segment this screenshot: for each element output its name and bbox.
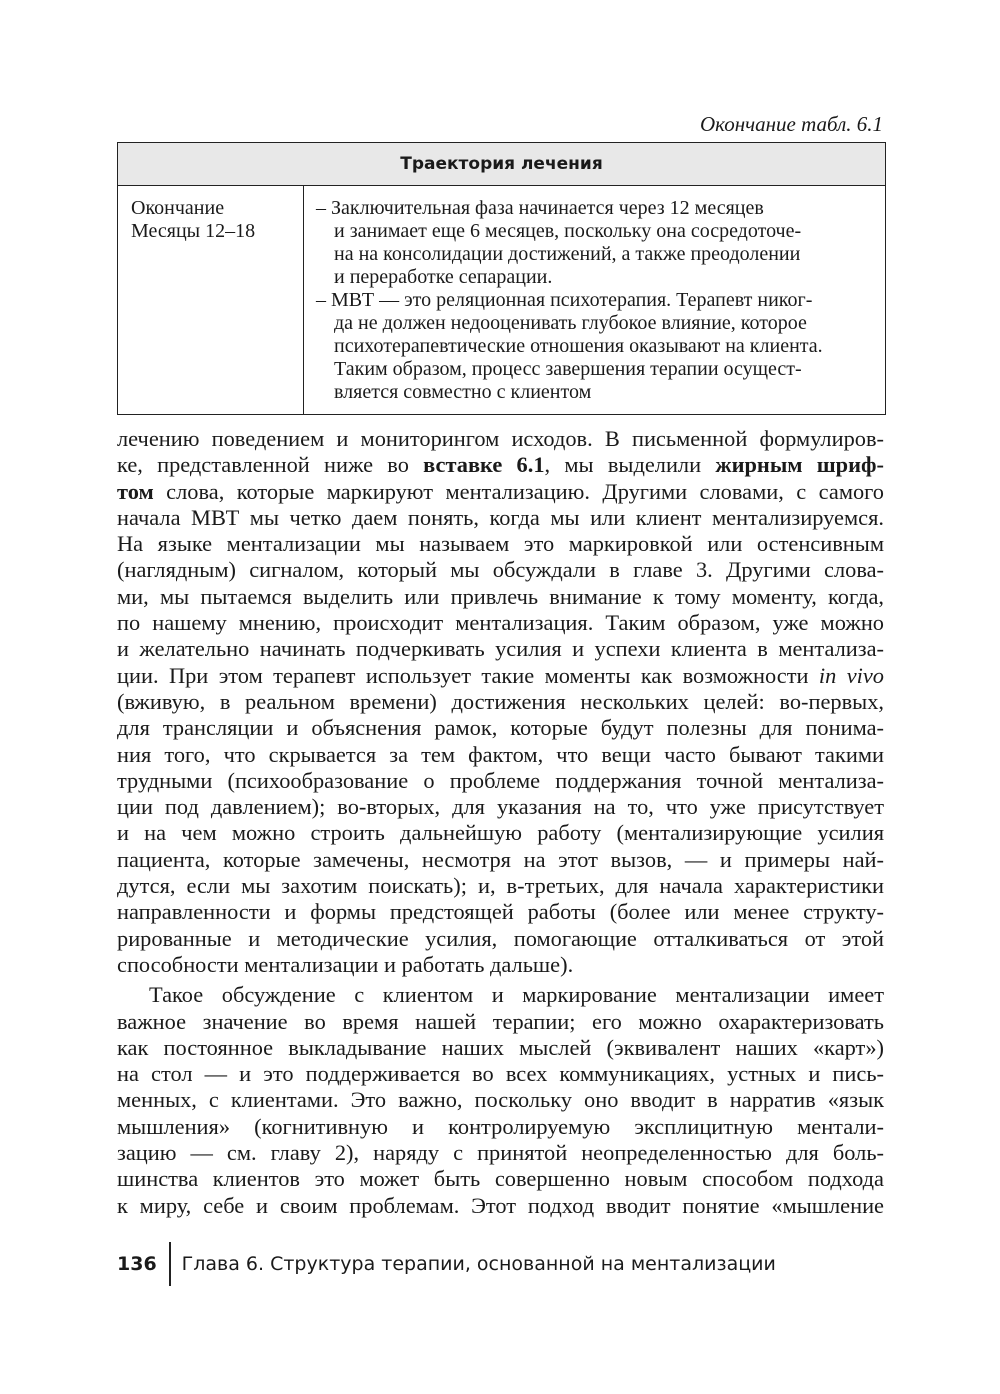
text-line: и на чем можно строить дальнейшую работу (ментализирующие усилия: [117, 820, 884, 846]
stage-months: Месяцы 12–18: [131, 220, 256, 242]
bullet-line: – Заключительная фаза начинается через 12 месяцев: [316, 197, 764, 219]
table-row: [118, 186, 885, 414]
bold-emphasis: том: [117, 478, 154, 504]
stage-label: Окончание: [131, 197, 225, 219]
bullet-line: да не должен недооценивать глубокое влияние, которое: [334, 312, 807, 334]
text-line: (вживую, в реальном времени) достижения нескольких целей: во-первых,: [117, 688, 884, 714]
bold-reference: вставке 6.1: [423, 452, 545, 478]
text-line: на стол — и это поддерживается во всех коммуникациях, устных и пись-: [117, 1061, 884, 1087]
text-line: дутся, если мы захотим поискать); и, в-третьих, для начала характеристики: [117, 873, 884, 899]
text-line: На языке ментализации мы называем это маркировкой или остенсивным: [117, 531, 884, 557]
text-line: для трансляции и объяснения рамок, которые будут полезны для понима-: [117, 715, 884, 741]
text-line: ции. При этом терапевт использует такие моменты как возможности in vivo: [117, 662, 884, 688]
text-line: к миру, себе и своим проблемам. Этот подход вводит понятие «мышление: [117, 1192, 884, 1218]
italic-term: in vivo: [818, 662, 884, 688]
stage-cell: [118, 186, 304, 414]
bullet-line: на на консолидации достижений, а также преодолении: [334, 243, 801, 265]
text-line: трудными (психообразование о проблеме поддержания точной ментализа-: [117, 767, 884, 793]
text-line: менных, с клиентами. Это важно, поскольку оно вводит в нарратив «язык: [117, 1087, 884, 1113]
text-line: том слова, которые маркируют ментализацию. Другими словами, с самого: [117, 478, 884, 504]
body-text: [117, 426, 884, 1219]
text-line: (наглядным) сигналом, который мы обсуждали в главе 3. Другими слова-: [117, 557, 884, 583]
text-line: как постоянное выкладывание наших мыслей (эквивалент наших «карт»): [117, 1034, 884, 1060]
bullet-line: вляется совместно с клиентом: [334, 381, 592, 403]
text-line: ми, мы пытаемся выделить или привлечь внимание к тому моменту, когда,: [117, 583, 884, 609]
text-line: мышления» (когнитивную и контролируемую эксплицитную ментали-: [117, 1113, 884, 1139]
text-line: по нашему мнению, происходит ментализация. Таким образом, уже можно: [117, 610, 884, 636]
table-header: Траектория лечения: [118, 143, 885, 186]
paragraph-1: [117, 426, 884, 978]
page-number: 136: [117, 1253, 157, 1275]
text-line: начала МВТ мы четко даем понять, когда мы или клиент ментализируемся.: [117, 504, 884, 530]
bullet-line: и занимает еще 6 месяцев, поскольку она сосредоточе-: [334, 220, 802, 242]
text-line: важное значение во время нашей терапии; его можно охарактеризовать: [117, 1008, 884, 1034]
bullet-line: Таким образом, процесс завершения терапии осущест-: [334, 358, 802, 380]
content-cell: [304, 186, 885, 414]
text-line: шинства клиентов это может быть совершенно новым способом подхода: [117, 1166, 884, 1192]
text-line: рированные и методические усилия, помогающие отталкиваться от этой: [117, 925, 884, 951]
text-line: направленности и формы предстоящей работы (более или менее структу-: [117, 899, 884, 925]
text-line: ке, представленной ниже во вставке 6.1, мы выделили жирным шриф-: [117, 452, 884, 478]
page-footer: [117, 1242, 776, 1286]
bullet-item: [316, 289, 875, 404]
treatment-trajectory-table: [117, 142, 886, 415]
text-line: зацию — см. главу 2), наряду с принятой неопределенностью для боль-: [117, 1140, 884, 1166]
text-line: и желательно начинать подчеркивать усилия и успехи клиента в ментализа-: [117, 636, 884, 662]
bullet-item: [316, 197, 875, 289]
bold-emphasis: жирным шриф-: [715, 452, 884, 478]
bullet-line: психотерапевтические отношения оказывают на клиента.: [334, 335, 823, 357]
text-line: способности ментализации и работать дальше).: [117, 951, 574, 977]
text-line: ния того, что скрывается за тем фактом, что вещи часто бывают такими: [117, 741, 884, 767]
running-head: Глава 6. Структура терапии, основанной на ментализации: [181, 1253, 776, 1275]
text-line: пациента, которые замечены, несмотря на этот вызов, — и примеры най-: [117, 846, 884, 872]
bullet-line: и переработке сепарации.: [334, 266, 553, 288]
paragraph-2: [117, 982, 884, 1219]
text-line: ции под давлением); во-вторых, для указания на то, что уже присутствует: [117, 794, 884, 820]
text-line: лечению поведением и мониторингом исходов. В письменной формулиров-: [117, 426, 884, 451]
table-caption: Окончание табл. 6.1: [700, 112, 883, 136]
bullet-line: – МВТ — это реляционная психотерапия. Терапевт никог-: [316, 289, 813, 311]
text-line: Такое обсуждение с клиентом и маркирование ментализации имеет: [149, 982, 884, 1008]
